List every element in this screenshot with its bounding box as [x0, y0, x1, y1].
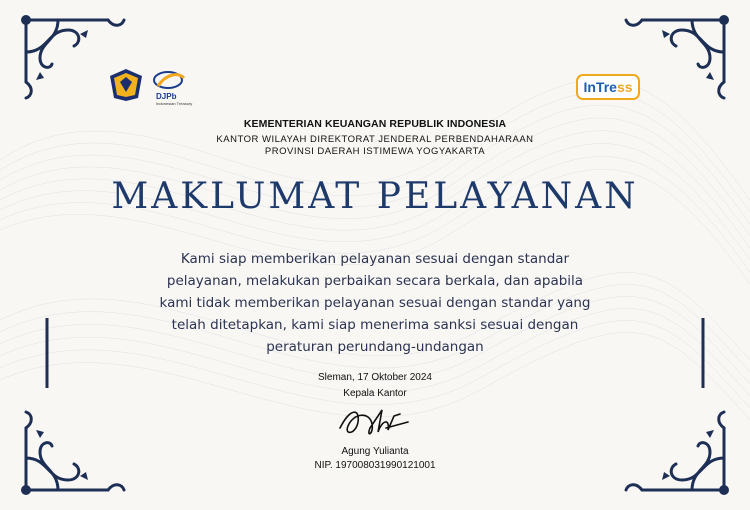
djpb-label: DJPb: [156, 92, 177, 101]
office-name-line2: PROVINSI DAERAH ISTIMEWA YOGYAKARTA: [264, 146, 486, 157]
intress-logo-accent: ss: [616, 79, 633, 95]
service-statement: Kami siap memberikan pelayanan sesuai dengan standar pelayanan, melakukan perbaikan secara berkala, dan apabila kami tidak memberikan pelayanan sesuai dengan standar yang telah ditetapkan, kami siap menerima sanksi sesuai dengan peraturan perundang-undangan: [159, 251, 591, 355]
place-date: Sleman, 17 Oktober 2024: [318, 372, 432, 383]
signature-icon: [330, 398, 420, 448]
signer-name: Agung Yulianta: [341, 446, 409, 457]
page-title: MAKLUMAT PELAYANAN: [111, 176, 639, 217]
office-name-line1: KANTOR WILAYAH DIREKTORAT JENDERAL PERBENDAHARAAN: [216, 134, 534, 145]
signer-position: Kepala Kantor: [343, 388, 407, 399]
signer-nip: NIP. 197008031990121001: [314, 460, 436, 471]
ministry-name: KEMENTERIAN KEUANGAN REPUBLIK INDONESIA: [243, 118, 507, 130]
djpb-subtitle: Indonesian Treasury: [156, 101, 193, 106]
kemenkeu-logo-icon: [108, 68, 144, 102]
intress-logo-main: InTre: [583, 79, 617, 95]
intress-logo: [576, 74, 640, 100]
